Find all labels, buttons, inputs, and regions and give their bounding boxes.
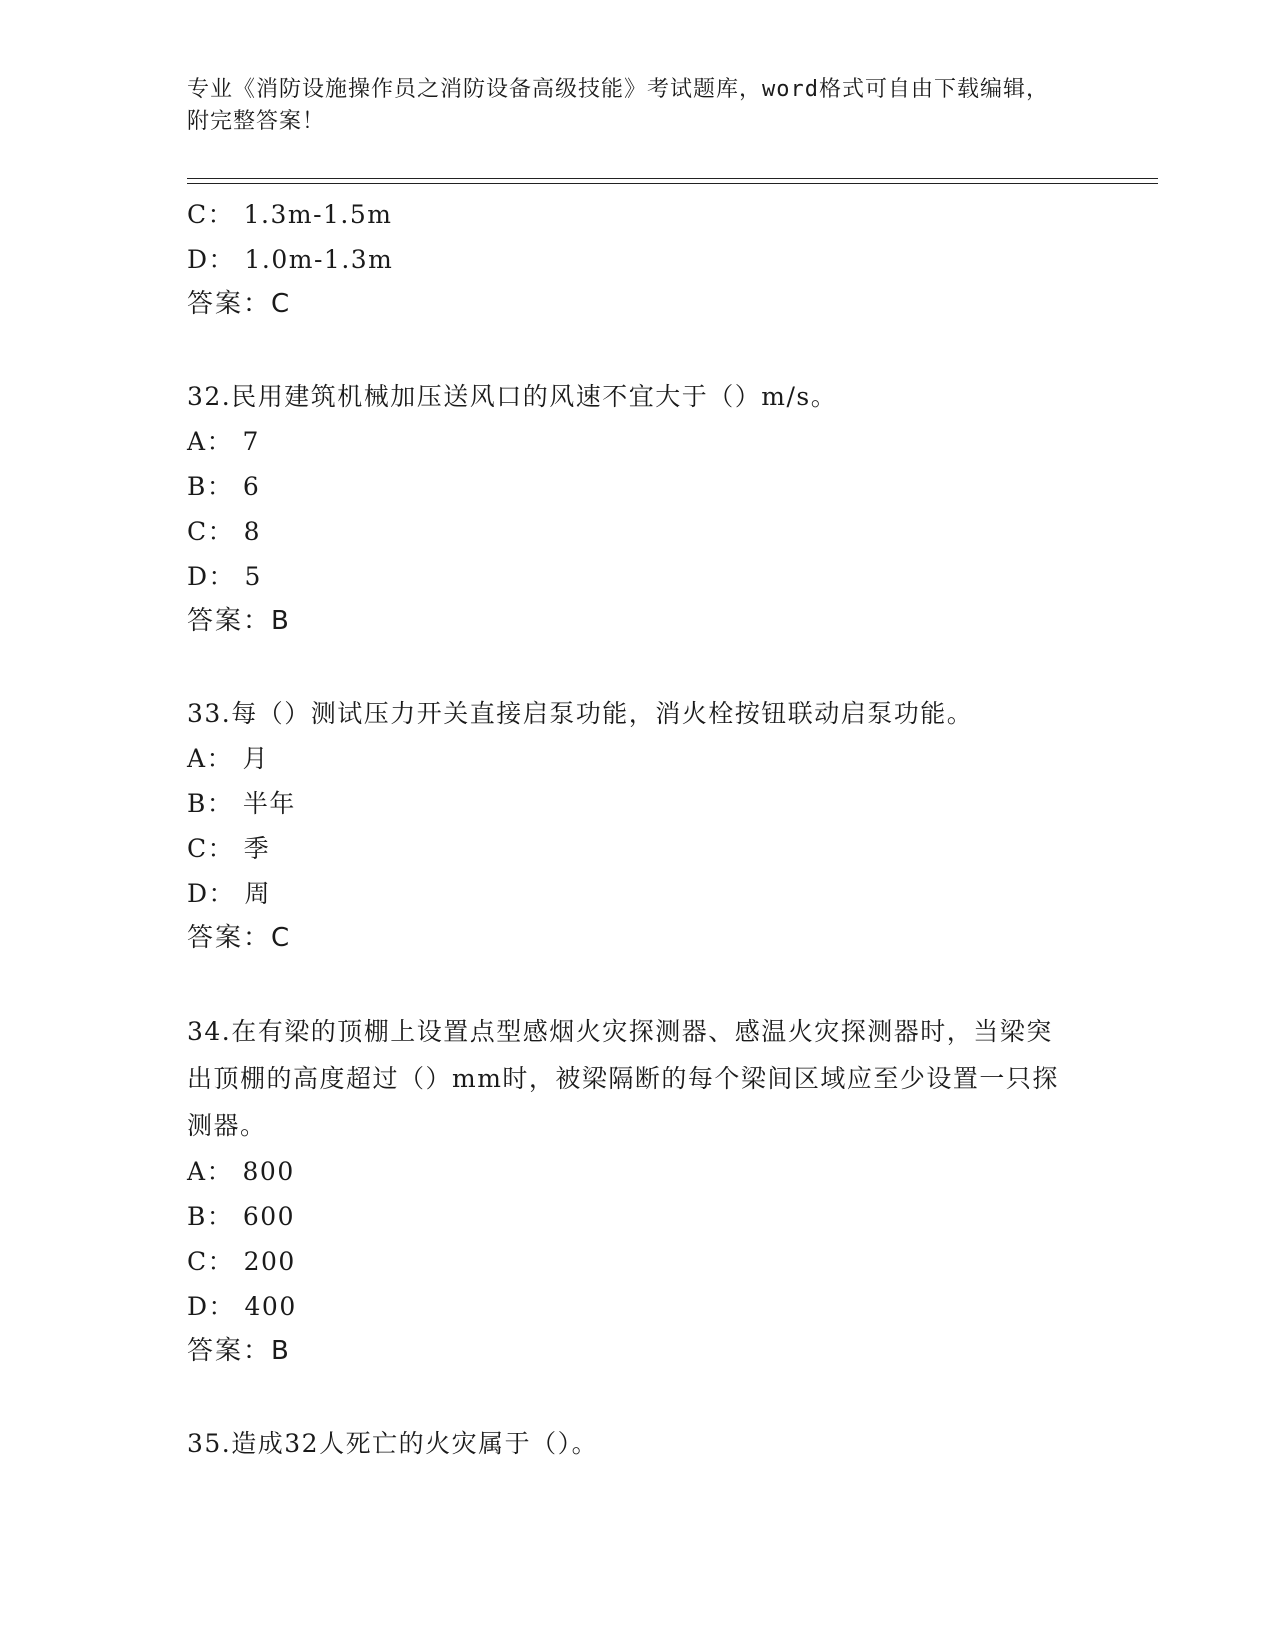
answer-label: 答案：: [187, 289, 272, 319]
option-d: [187, 1284, 1087, 1329]
option-text: 月: [242, 744, 270, 773]
answer-value: B: [271, 1336, 291, 1366]
option-key: A: [187, 744, 207, 773]
option-sep: ：: [207, 200, 235, 229]
answer-line: [187, 599, 1087, 644]
option-d: [187, 237, 1087, 282]
option-b: [187, 464, 1087, 509]
option-sep: ：: [208, 562, 236, 591]
option-sep: ：: [207, 517, 235, 546]
spacer: [187, 644, 1087, 691]
question-number: 35.: [187, 1429, 232, 1458]
answer-label: 答案：: [187, 1336, 272, 1366]
header-title: 专业《消防设施操作员之消防设备高级技能》考试题库，word格式可自由下载编辑，附完整答案！: [187, 77, 1049, 134]
question-number: 32.: [187, 382, 232, 411]
option-sep: ：: [207, 834, 235, 863]
option-text: 200: [243, 1247, 296, 1276]
question-33: [187, 691, 1087, 961]
option-c: [187, 509, 1087, 554]
option-key: A: [187, 1157, 207, 1186]
option-sep: ：: [206, 1157, 234, 1186]
question-text: 在有梁的顶棚上设置点型感烟火灾探测器、感温火灾探测器时，当梁突出顶棚的高度超过（）mm时，被梁隔断的每个梁间区域应至少设置一只探测器。: [187, 1017, 1059, 1140]
option-key: D: [187, 1292, 209, 1321]
option-sep: ：: [206, 427, 234, 456]
question-stem: [187, 691, 1087, 736]
option-text: 6: [242, 472, 261, 501]
answer-line: [187, 282, 1087, 327]
option-sep: ：: [206, 472, 234, 501]
answer-line: [187, 1329, 1087, 1374]
spacer: [187, 1374, 1087, 1421]
option-b: [187, 781, 1087, 826]
option-text: 800: [242, 1157, 295, 1186]
option-text: 半年: [242, 789, 296, 818]
option-key: D: [187, 879, 209, 908]
question-stem: [187, 1421, 1087, 1466]
question-list: [187, 192, 1087, 1466]
question-text: 民用建筑机械加压送风口的风速不宜大于（）m/s。: [231, 382, 838, 411]
option-key: C: [187, 1247, 208, 1276]
question-number: 34.: [187, 1017, 232, 1046]
question-32: [187, 374, 1087, 644]
option-sep: ：: [208, 245, 236, 274]
option-text: 400: [244, 1292, 297, 1321]
option-key: C: [187, 834, 208, 863]
question-text: 造成32人死亡的火灾属于（）。: [231, 1429, 599, 1458]
option-text: 8: [243, 517, 262, 546]
option-sep: ：: [206, 789, 234, 818]
answer-value: B: [271, 606, 291, 636]
option-key: B: [187, 472, 207, 501]
option-d: [187, 871, 1087, 916]
question-number: 33.: [187, 699, 232, 728]
option-d: [187, 554, 1087, 599]
option-sep: ：: [208, 1292, 236, 1321]
option-a: [187, 419, 1087, 464]
option-text: 5: [244, 562, 262, 591]
spacer: [187, 961, 1087, 1008]
question-text: 每（）测试压力开关直接启泵功能，消火栓按钮联动启泵功能。: [231, 699, 974, 728]
header-divider-top: [187, 178, 1158, 179]
option-sep: ：: [206, 744, 234, 773]
question-31-tail: [187, 192, 1087, 327]
question-stem: [187, 1008, 1067, 1149]
option-sep: ：: [207, 1247, 235, 1276]
option-text: 1.3m-1.5m: [243, 200, 393, 229]
question-34: [187, 1008, 1087, 1374]
option-c: [187, 1239, 1087, 1284]
option-c: [187, 826, 1087, 871]
option-text: 1.0m-1.3m: [244, 245, 394, 274]
answer-value: C: [271, 289, 292, 319]
option-sep: ：: [206, 1202, 234, 1231]
option-key: D: [187, 562, 209, 591]
option-key: C: [187, 517, 208, 546]
option-key: B: [187, 1202, 207, 1231]
answer-value: C: [271, 923, 292, 953]
option-a: [187, 736, 1087, 781]
option-key: D: [187, 245, 209, 274]
option-a: [187, 1149, 1087, 1194]
option-text: 季: [243, 834, 271, 863]
spacer: [187, 327, 1087, 374]
option-sep: ：: [208, 879, 236, 908]
header-divider-bottom: [187, 183, 1158, 184]
answer-line: [187, 916, 1087, 961]
option-key: B: [187, 789, 207, 818]
option-text: 周: [244, 879, 272, 908]
option-c: [187, 192, 1087, 237]
option-b: [187, 1194, 1087, 1239]
option-text: 7: [242, 427, 260, 456]
document-header: [187, 74, 1067, 138]
question-35: [187, 1421, 1087, 1466]
option-key: A: [187, 427, 207, 456]
option-key: C: [187, 200, 208, 229]
answer-label: 答案：: [187, 606, 272, 636]
answer-label: 答案：: [187, 923, 272, 953]
question-stem: [187, 374, 1087, 419]
option-text: 600: [242, 1202, 296, 1231]
